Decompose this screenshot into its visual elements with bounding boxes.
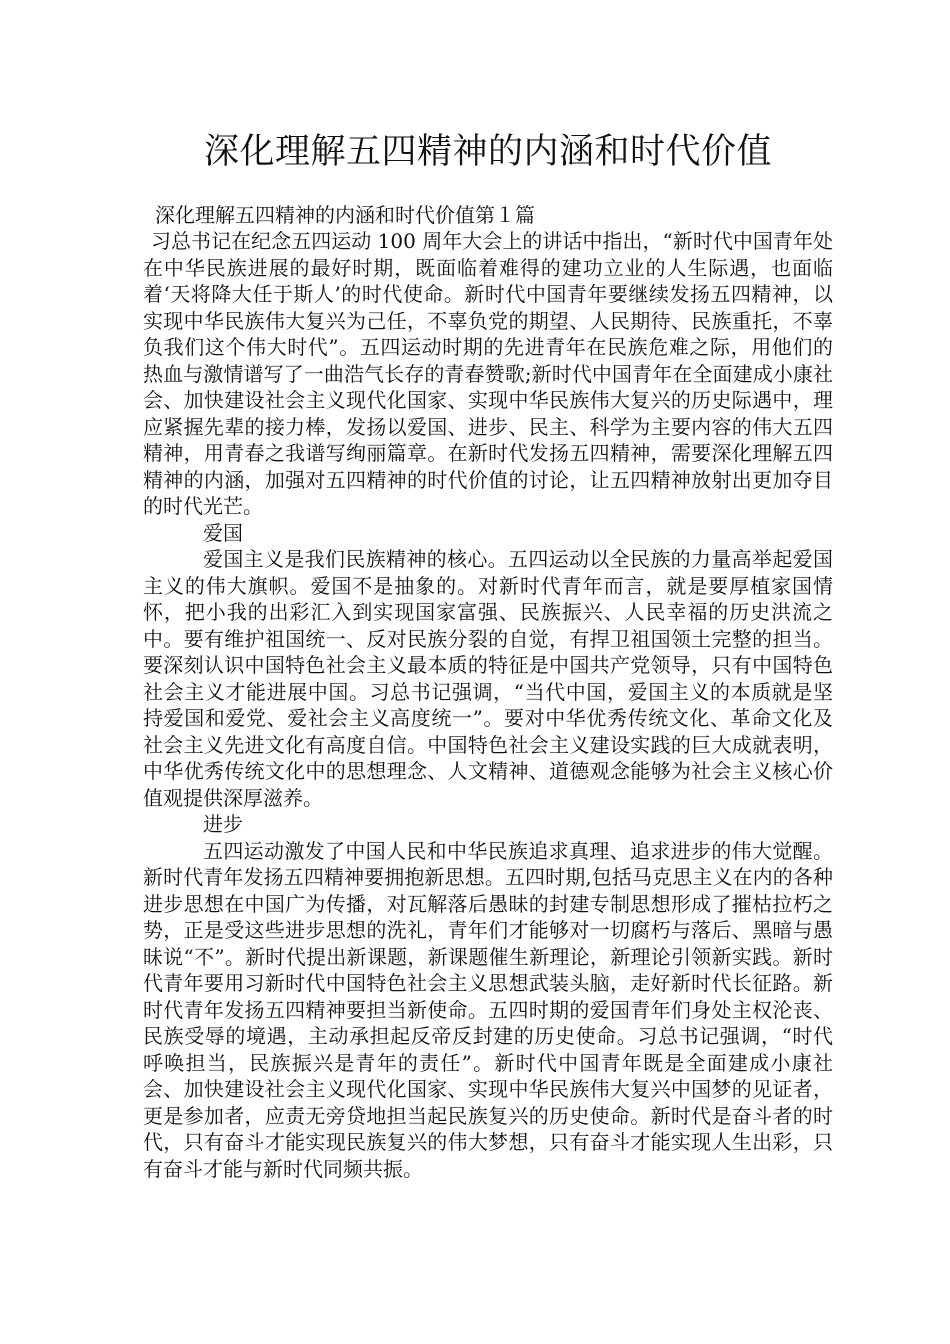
document-subtitle: 深化理解五四精神的内涵和时代价值第１篇 bbox=[155, 203, 535, 227]
document-title: 深化理解五四精神的内涵和时代价值 bbox=[203, 132, 772, 172]
intro-paragraph: 习总书记在纪念五四运动 100 周年大会上的讲话中指出，“新时代中国青年处在中华民族进展的最好时期，既面临着难得的建功立业的人生际遇，也面临着‘天将降大任于斯人’的时代使命。新时代中国青年要继续发扬五四精神，以实现中华民族伟大复兴为己任，不辜负党的期望、人民期待、民族重托，不辜负我们这个伟大时代”。五四运动时期的先进青年在民族危难之际，用他们的热血与激情谱写了一曲浩气长存的青春赞歌;新时代中国青年在全面建成小康社会、加快建设社会主义现代化国家、实现中华民族伟大复兴的历史际遇中，理应紧握先辈的接力棒，发扬以爱国、进步、民主、科学为主要内容的伟大五四精神，用青春之我谱写绚丽篇章。在新时代发扬五四精神，需要深化理解五四精神的内涵，加强对五四精神的时代价值的讨论，让五四精神放射出更加夺目的时代光芒。 bbox=[143, 229, 833, 518]
document-page bbox=[143, 128, 833, 1182]
section-heading-patriotism: 爱国 bbox=[203, 520, 243, 545]
section-heading-progress: 进步 bbox=[203, 812, 243, 836]
section-body-patriotism: 爱国主义是我们民族精神的核心。五四运动以全民族的力量高举起爱国主义的伟大旗帜。爱国不是抽象的。对新时代青年而言，就是要厚植家国情怀，把小我的出彩汇入到实现国家富强、民族振兴、人民幸福的历史洪流之中。要有维护祖国统一、反对民族分裂的自觉，有捍卫祖国领土完整的担当。要深刻认识中国特色社会主义最本质的特征是中国共产党领导，只有中国特色社会主义才能进展中国。习总书记强调，“当代中国，爱国主义的本质就是坚持爱国和爱党、爱社会主义高度统一”。要对中华优秀传统文化、革命文化及社会主义先进文化有高度自信。中国特色社会主义建设实践的巨大成就表明，中华优秀传统文化中的思想理念、人文精神、道德观念能够为社会主义核心价值观提供深厚滋养。 bbox=[143, 547, 833, 810]
section-body-progress: 五四运动激发了中国人民和中华民族追求真理、追求进步的伟大觉醒。新时代青年发扬五四精神要拥抱新思想。五四时期,包括马克思主义在内的各种进步思想在中国广为传播，对瓦解落后愚昧的封建专制思想形成了摧枯拉朽之势，正是受这些进步思想的洗礼，青年们才能够对一切腐朽与落后、黑暗与愚昧说“不”。新时代提出新课题，新课题催生新理论，新理论引领新实践。新时代青年要用习新时代中国特色社会主义思想武装头脑，走好新时代长征路。新时代青年发扬五四精神要担当新使命。五四时期的爱国青年们身处主权沦丧、民族受辱的境遇，主动承担起反帝反封建的历史使命。习总书记强调，“时代呼唤担当，民族振兴是青年的责任”。新时代中国青年既是全面建成小康社会、加快建设社会主义现代化国家、实现中华民族伟大复兴中国梦的见证者，更是参加者，应责无旁贷地担当起民族复兴的历史使命。新时代是奋斗者的时代，只有奋斗才能实现民族复兴的伟大梦想，只有奋斗才能实现人生出彩，只有奋斗才能与新时代同频共振。 bbox=[143, 838, 833, 1181]
